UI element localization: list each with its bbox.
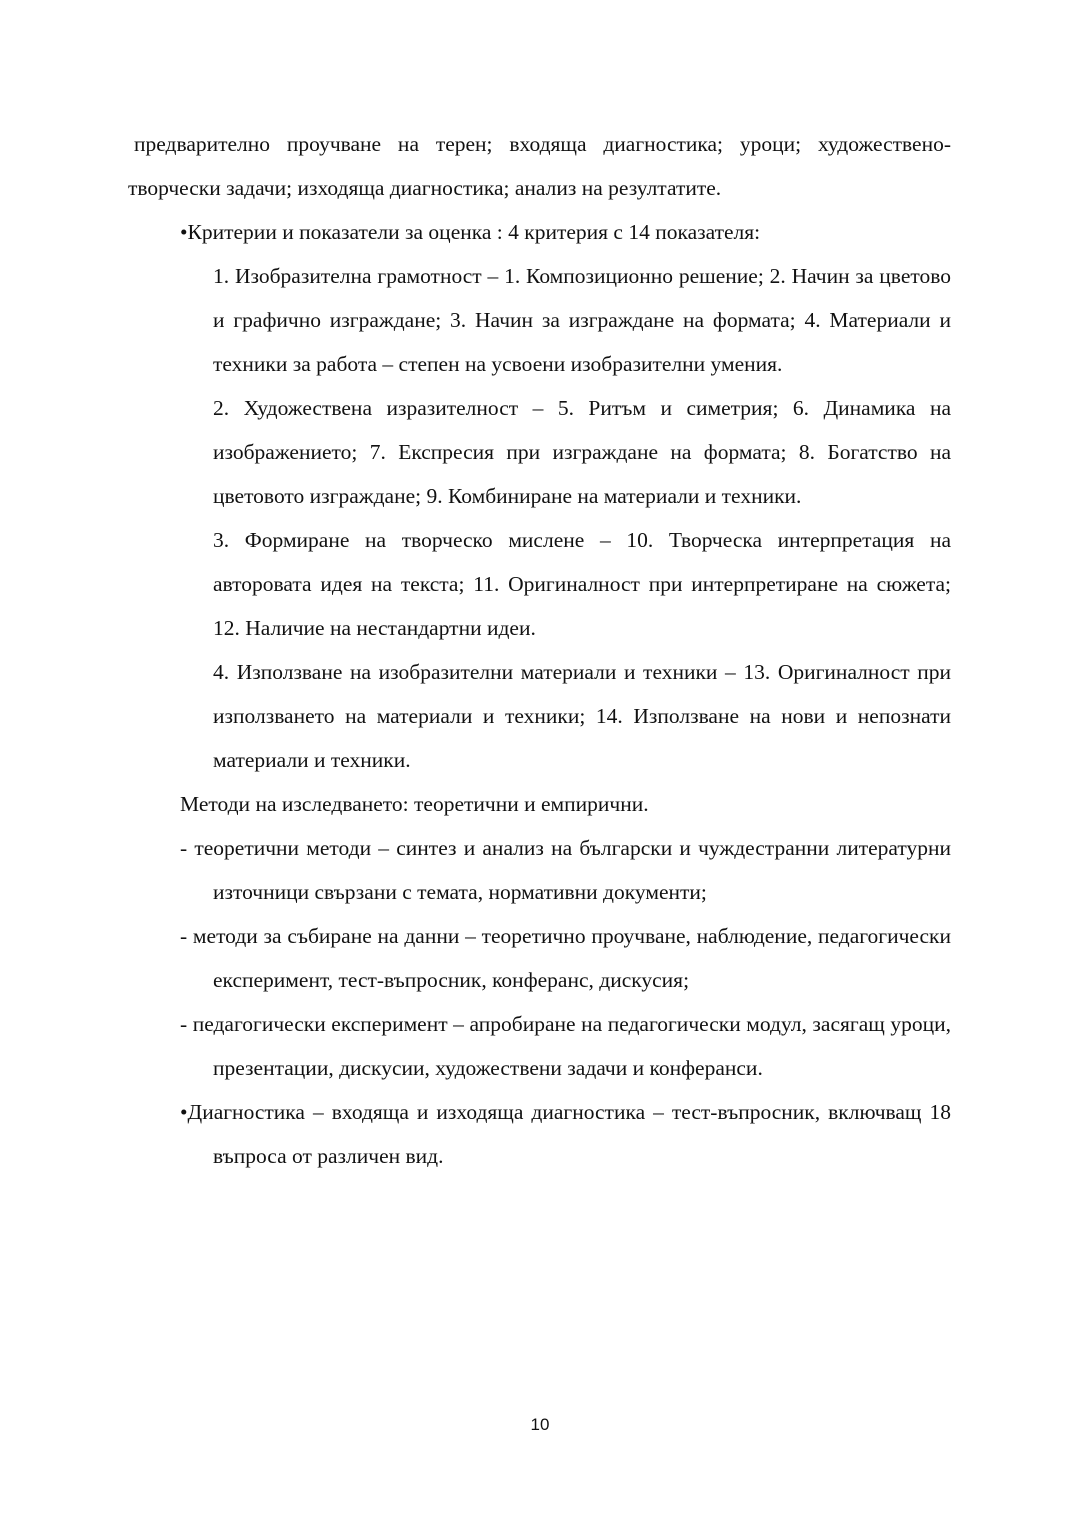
criterion-3: 3. Формиране на творческо мислене – 10. Творческа интерпретация на авторовата идея на текста; 11. Оригиналност при интерпретиране на сюжета; 12. Наличие на нестандартни идеи. <box>213 528 951 640</box>
criterion-2: 2. Художествена изразителност – 5. Ритъм и симетрия; 6. Динамика на изображението; 7. Експресия при изграждане на формата; 8. Богатство на цветовото изграждане; 9. Комбиниране на материали и техники. <box>213 396 951 508</box>
intro-paragraph: предварително проучване на терен; входяща диагностика; уроци; художествено-творчески задачи; изходяща диагностика; анализ на резултатите. <box>128 132 951 200</box>
method-pedagogical-experiment: - педагогически експеримент – апробиране на педагогически модул, засягащ уроци, презентации, дискусии, художествени задачи и конферанси. <box>180 1012 951 1080</box>
method-theoretical: - теоретични методи – синтез и анализ на български и чуждестранни литературни източници свързани с темата, нормативни документи; <box>180 836 951 904</box>
criterion-1: 1. Изобразителна грамотност – 1. Композиционно решение; 2. Начин за цветово и графично изграждане; 3. Начин за изграждане на формата; 4. Материали и техники за работа – степен на усвоени изобразителни умения. <box>213 264 951 376</box>
methods-heading: Методи на изследването: теоретични и емпирични. <box>180 792 649 816</box>
diagnostics-paragraph: •Диагностика – входяща и изходяща диагностика – тест-въпросник, включващ 18 въпроса от различен вид. <box>180 1100 951 1168</box>
method-data-collection: - методи за събиране на данни – теоретично проучване, наблюдение, педагогически експеримент, тест-въпросник, конферанс, дискусия; <box>180 924 951 992</box>
page-number: 10 <box>530 1415 550 1434</box>
document-body <box>128 122 951 1178</box>
criteria-heading: •Критерии и показатели за оценка : 4 критерия с 14 показателя: <box>180 220 761 244</box>
criterion-4: 4. Използване на изобразителни материали и техники – 13. Оригиналност при използването на материали и техники; 14. Използване на нови и непознати материали и техники. <box>213 660 951 772</box>
